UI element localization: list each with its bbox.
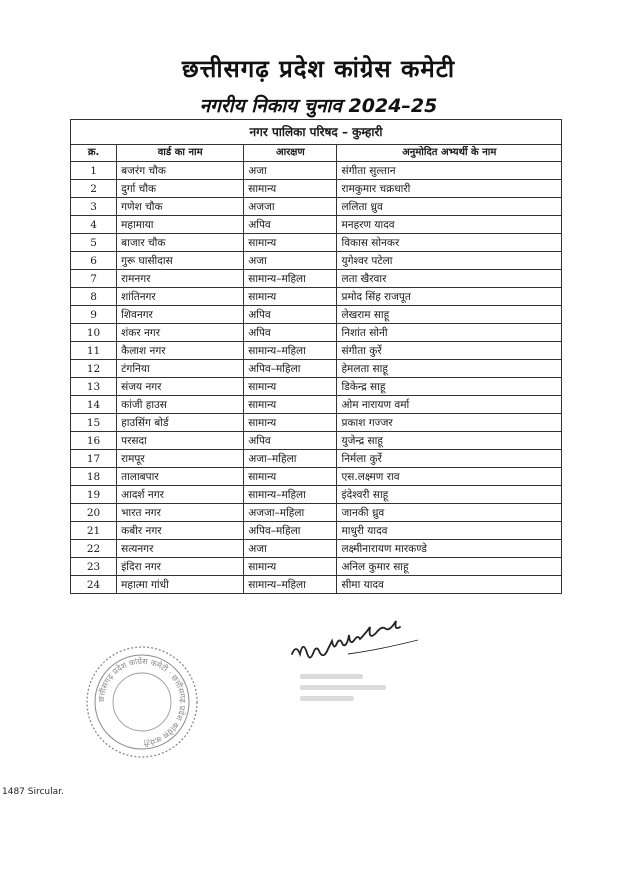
row-number: 11 bbox=[71, 342, 117, 360]
row-ward-name: महामाया bbox=[117, 216, 244, 234]
row-number: 2 bbox=[71, 180, 117, 198]
table-row bbox=[71, 468, 562, 486]
row-ward-name: कबीर नगर bbox=[117, 522, 244, 540]
col-header-ward: वार्ड का नाम bbox=[117, 145, 244, 162]
wards-table bbox=[70, 119, 562, 594]
row-number: 6 bbox=[71, 252, 117, 270]
page-title: छत्तीसगढ़ प्रदेश कांग्रेस कमेटी bbox=[181, 55, 456, 83]
row-number: 7 bbox=[71, 270, 117, 288]
row-candidate-name: हेमलता साहू bbox=[337, 360, 562, 378]
table-row bbox=[71, 522, 562, 540]
row-ward-name: कैलाश नगर bbox=[117, 342, 244, 360]
row-candidate-name: रामकुमार चक्रधारी bbox=[337, 180, 562, 198]
row-ward-name: शिवनगर bbox=[117, 306, 244, 324]
row-ward-name: बजरंग चौक bbox=[117, 162, 244, 180]
svg-text:छत्तीसगढ़ प्रदेश कांग्रेस कमेट: छत्तीसगढ़ प्रदेश कांग्रेस कमेटी · छत्तीसगढ़ प्रदेश कांग्रेस कमेटी bbox=[96, 656, 188, 748]
row-candidate-name: संगीता कुर्रे bbox=[337, 342, 562, 360]
row-ward-name: महात्मा गांधी bbox=[117, 576, 244, 594]
row-reservation: अजा–महिला bbox=[244, 450, 337, 468]
row-number: 20 bbox=[71, 504, 117, 522]
row-candidate-name: प्रमोद सिंह राजपूत bbox=[337, 288, 562, 306]
row-number: 12 bbox=[71, 360, 117, 378]
row-number: 13 bbox=[71, 378, 117, 396]
row-reservation: सामान्य–महिला bbox=[244, 270, 337, 288]
row-candidate-name: निशांत सोनी bbox=[337, 324, 562, 342]
row-ward-name: दुर्गा चौक bbox=[117, 180, 244, 198]
row-reservation: अपिव bbox=[244, 432, 337, 450]
row-reservation: अपिव bbox=[244, 306, 337, 324]
row-number: 21 bbox=[71, 522, 117, 540]
table-row bbox=[71, 396, 562, 414]
page-subtitle: नगरीय निकाय चुनाव 2024–25 bbox=[199, 95, 438, 117]
row-reservation: अजजा bbox=[244, 198, 337, 216]
row-reservation: सामान्य bbox=[244, 468, 337, 486]
row-ward-name: इंदिरा नगर bbox=[117, 558, 244, 576]
row-reservation: सामान्य–महिला bbox=[244, 342, 337, 360]
row-ward-name: रामनगर bbox=[117, 270, 244, 288]
row-number: 16 bbox=[71, 432, 117, 450]
row-ward-name: सत्यनगर bbox=[117, 540, 244, 558]
row-number: 23 bbox=[71, 558, 117, 576]
row-candidate-name: सीमा यादव bbox=[337, 576, 562, 594]
row-number: 4 bbox=[71, 216, 117, 234]
row-reservation: सामान्य bbox=[244, 234, 337, 252]
table-row bbox=[71, 198, 562, 216]
row-number: 5 bbox=[71, 234, 117, 252]
row-reservation: सामान्य bbox=[244, 180, 337, 198]
row-ward-name: भारत नगर bbox=[117, 504, 244, 522]
footer-note: 1487 Sircular. bbox=[2, 787, 64, 797]
row-ward-name: रामपूर bbox=[117, 450, 244, 468]
row-ward-name: टंगनिया bbox=[117, 360, 244, 378]
table-row bbox=[71, 576, 562, 594]
row-reservation: सामान्य bbox=[244, 378, 337, 396]
col-header-reservation: आरक्षण bbox=[244, 145, 337, 162]
row-reservation: अपिव–महिला bbox=[244, 360, 337, 378]
table-row bbox=[71, 252, 562, 270]
row-reservation: सामान्य bbox=[244, 558, 337, 576]
row-ward-name: गुरू घासीदास bbox=[117, 252, 244, 270]
col-header-number: क्र. bbox=[71, 145, 117, 162]
table-row bbox=[71, 342, 562, 360]
table-caption: नगर पालिका परिषद – कुम्हारी bbox=[71, 120, 562, 145]
row-candidate-name: लेखराम साहू bbox=[337, 306, 562, 324]
row-candidate-name: माधुरी यादव bbox=[337, 522, 562, 540]
row-candidate-name: युगेश्वर पटेला bbox=[337, 252, 562, 270]
row-number: 15 bbox=[71, 414, 117, 432]
row-candidate-name: युजेन्द्र साहू bbox=[337, 432, 562, 450]
row-number: 18 bbox=[71, 468, 117, 486]
row-number: 1 bbox=[71, 162, 117, 180]
row-number: 8 bbox=[71, 288, 117, 306]
row-ward-name: बाजार चौक bbox=[117, 234, 244, 252]
row-reservation: सामान्य–महिला bbox=[244, 486, 337, 504]
row-candidate-name: लता खैरवार bbox=[337, 270, 562, 288]
row-candidate-name: निर्मला कुर्रे bbox=[337, 450, 562, 468]
row-candidate-name: संगीता सुल्तान bbox=[337, 162, 562, 180]
row-candidate-name: इंदेश्वरी साहू bbox=[337, 486, 562, 504]
table-row bbox=[71, 270, 562, 288]
row-reservation: सामान्य bbox=[244, 396, 337, 414]
row-reservation: अजजा–महिला bbox=[244, 504, 337, 522]
row-ward-name: हाउसिंग बोर्ड bbox=[117, 414, 244, 432]
table-row bbox=[71, 162, 562, 180]
col-header-candidate: अनुमोदित अभ्यर्थी के नाम bbox=[337, 145, 562, 162]
table-row bbox=[71, 216, 562, 234]
table-row bbox=[71, 432, 562, 450]
table-row bbox=[71, 324, 562, 342]
row-ward-name: शांतिनगर bbox=[117, 288, 244, 306]
row-ward-name: गणेश चौक bbox=[117, 198, 244, 216]
row-number: 10 bbox=[71, 324, 117, 342]
row-candidate-name: जानकी ध्रुव bbox=[337, 504, 562, 522]
row-reservation: अजा bbox=[244, 540, 337, 558]
row-number: 9 bbox=[71, 306, 117, 324]
row-candidate-name: मनहरण यादव bbox=[337, 216, 562, 234]
table-caption-row bbox=[71, 120, 562, 145]
table-header-row bbox=[71, 145, 562, 162]
row-ward-name: संजय नगर bbox=[117, 378, 244, 396]
row-ward-name: शंकर नगर bbox=[117, 324, 244, 342]
table-row bbox=[71, 540, 562, 558]
row-reservation: अपिव bbox=[244, 324, 337, 342]
table-row bbox=[71, 486, 562, 504]
row-candidate-name: एस.लक्ष्मण राव bbox=[337, 468, 562, 486]
row-ward-name: कांजी हाउस bbox=[117, 396, 244, 414]
row-reservation: सामान्य bbox=[244, 414, 337, 432]
row-candidate-name: ललिता ध्रुव bbox=[337, 198, 562, 216]
row-number: 17 bbox=[71, 450, 117, 468]
row-ward-name: आदर्श नगर bbox=[117, 486, 244, 504]
row-candidate-name: विकास सोनकर bbox=[337, 234, 562, 252]
row-candidate-name: अनिल कुमार साहू bbox=[337, 558, 562, 576]
table-row bbox=[71, 306, 562, 324]
row-number: 22 bbox=[71, 540, 117, 558]
row-reservation: अपिव–महिला bbox=[244, 522, 337, 540]
row-ward-name: परसदा bbox=[117, 432, 244, 450]
row-reservation: अजा bbox=[244, 162, 337, 180]
row-candidate-name: लक्ष्मीनारायण मारकण्डे bbox=[337, 540, 562, 558]
table-row bbox=[71, 378, 562, 396]
table-row bbox=[71, 180, 562, 198]
row-reservation: सामान्य–महिला bbox=[244, 576, 337, 594]
table-body bbox=[71, 162, 562, 594]
table-row bbox=[71, 558, 562, 576]
faded-stamp bbox=[300, 668, 390, 720]
signature bbox=[288, 620, 438, 670]
row-number: 19 bbox=[71, 486, 117, 504]
row-candidate-name: ओम नारायण वर्मा bbox=[337, 396, 562, 414]
row-number: 14 bbox=[71, 396, 117, 414]
table-row bbox=[71, 450, 562, 468]
row-reservation: अजा bbox=[244, 252, 337, 270]
row-number: 3 bbox=[71, 198, 117, 216]
row-ward-name: तालाबपार bbox=[117, 468, 244, 486]
seal-stamp bbox=[84, 644, 200, 760]
row-candidate-name: प्रकाश गज्जर bbox=[337, 414, 562, 432]
table-row bbox=[71, 288, 562, 306]
row-reservation: सामान्य bbox=[244, 288, 337, 306]
row-reservation: अपिव bbox=[244, 216, 337, 234]
table-row bbox=[71, 414, 562, 432]
table-row bbox=[71, 504, 562, 522]
row-candidate-name: डिकेन्द्र साहू bbox=[337, 378, 562, 396]
table-row bbox=[71, 360, 562, 378]
table-row bbox=[71, 234, 562, 252]
row-number: 24 bbox=[71, 576, 117, 594]
